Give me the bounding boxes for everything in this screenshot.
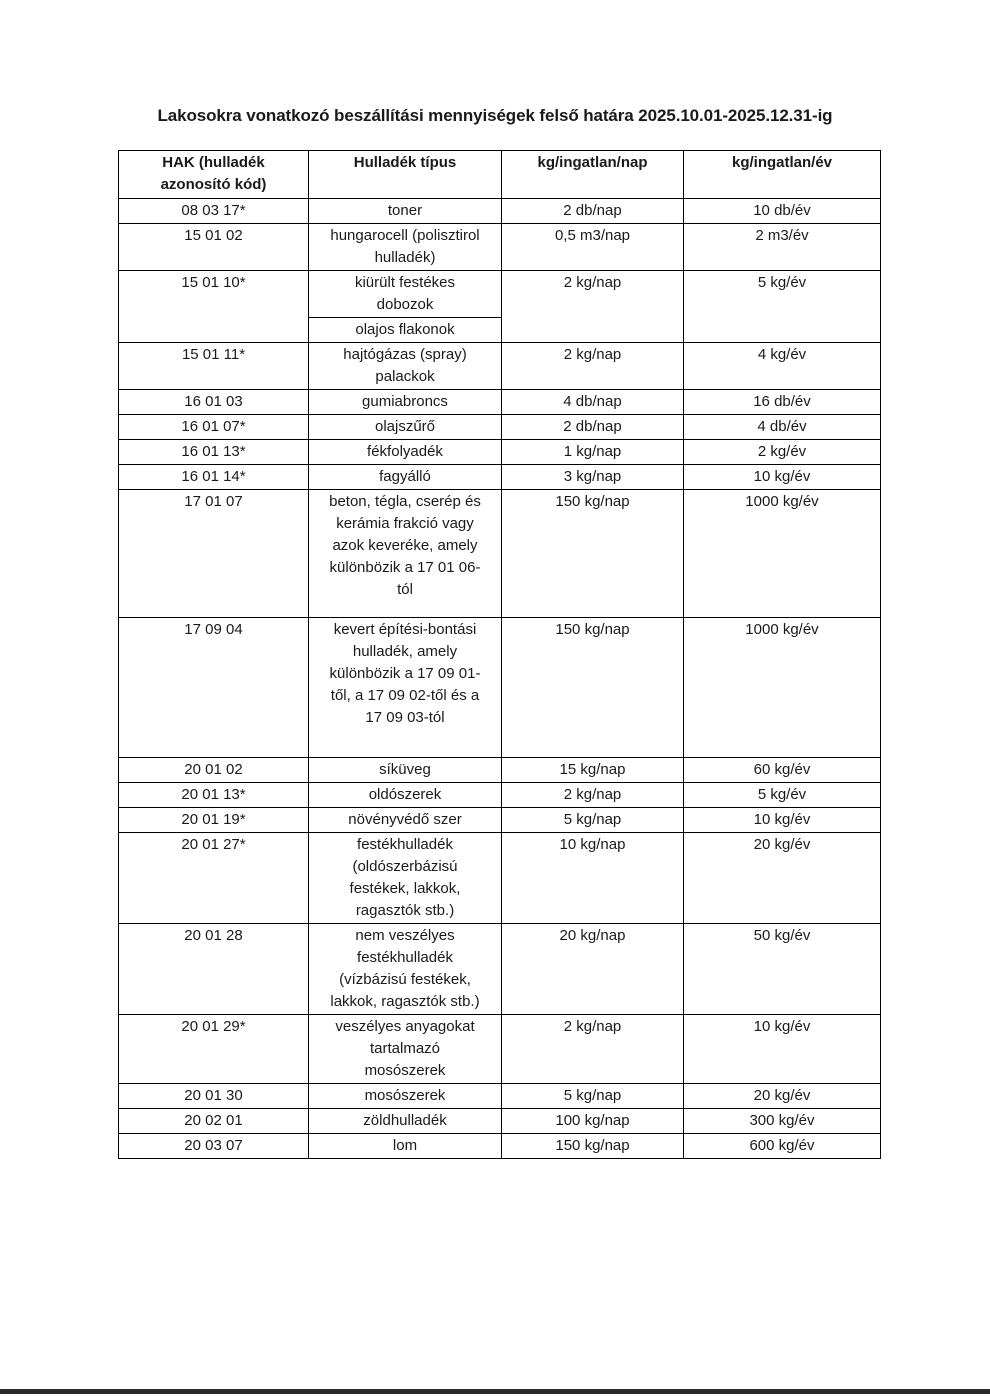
hak-code-cell: 20 01 13*	[119, 783, 309, 808]
per-day-cell: 0,5 m3/nap	[502, 224, 684, 271]
per-year-cell: 2 m3/év	[684, 224, 881, 271]
table-row	[119, 1015, 881, 1084]
table-row	[119, 833, 881, 924]
waste-type-cell: kevert építési-bontási hulladék, amely különbözik a 17 09 01-től, a 17 09 02-től és a 17 09 03-tól	[309, 618, 502, 758]
per-day-cell: 20 kg/nap	[502, 924, 684, 1015]
per-year-cell: 1000 kg/év	[684, 490, 881, 618]
waste-type-cell: festékhulladék (oldószerbázisú festékek, lakkok, ragasztók stb.)	[309, 833, 502, 924]
per-year-cell: 300 kg/év	[684, 1109, 881, 1134]
per-year-cell: 5 kg/év	[684, 271, 881, 343]
hak-code-cell: 16 01 13*	[119, 440, 309, 465]
per-year-cell: 10 kg/év	[684, 465, 881, 490]
per-day-cell: 150 kg/nap	[502, 618, 684, 758]
per-day-cell: 150 kg/nap	[502, 1134, 684, 1159]
per-year-cell: 20 kg/év	[684, 1084, 881, 1109]
table-row	[119, 465, 881, 490]
per-year-cell: 5 kg/év	[684, 783, 881, 808]
hak-code-cell: 20 01 19*	[119, 808, 309, 833]
waste-type-cell: mosószerek	[309, 1084, 502, 1109]
table-row	[119, 758, 881, 783]
hak-code-cell: 15 01 02	[119, 224, 309, 271]
waste-type-cell: veszélyes anyagokat tartalmazó mosószerek	[309, 1015, 502, 1084]
per-day-cell: 5 kg/nap	[502, 808, 684, 833]
per-day-cell: 2 kg/nap	[502, 1015, 684, 1084]
hak-code-cell: 08 03 17*	[119, 199, 309, 224]
per-year-cell: 1000 kg/év	[684, 618, 881, 758]
table-row	[119, 224, 881, 271]
per-day-cell: 10 kg/nap	[502, 833, 684, 924]
table-row	[119, 924, 881, 1015]
hak-code-cell: 20 01 27*	[119, 833, 309, 924]
table-row	[119, 343, 881, 390]
per-year-cell: 600 kg/év	[684, 1134, 881, 1159]
waste-type-cell: növényvédő szer	[309, 808, 502, 833]
per-day-cell: 150 kg/nap	[502, 490, 684, 618]
table-row	[119, 1134, 881, 1159]
per-year-cell: 20 kg/év	[684, 833, 881, 924]
per-day-cell: 2 db/nap	[502, 415, 684, 440]
per-year-cell: 10 db/év	[684, 199, 881, 224]
table-row	[119, 1109, 881, 1134]
waste-type-cell: gumiabroncs	[309, 390, 502, 415]
per-day-cell: 2 kg/nap	[502, 343, 684, 390]
waste-type-cell: lom	[309, 1134, 502, 1159]
table-row	[119, 1084, 881, 1109]
table-row	[119, 808, 881, 833]
table-row	[119, 618, 881, 758]
waste-type-cell: nem veszélyes festékhulladék (vízbázisú festékek, lakkok, ragasztók stb.)	[309, 924, 502, 1015]
hak-code-cell: 20 01 30	[119, 1084, 309, 1109]
per-day-cell: 15 kg/nap	[502, 758, 684, 783]
per-year-cell: 10 kg/év	[684, 808, 881, 833]
waste-type-cell: beton, tégla, cserép és kerámia frakció vagy azok keveréke, amely különbözik a 17 01 06-tól	[309, 490, 502, 618]
per-day-cell: 4 db/nap	[502, 390, 684, 415]
hak-code-cell: 20 01 29*	[119, 1015, 309, 1084]
table-row	[119, 783, 881, 808]
per-year-cell: 16 db/év	[684, 390, 881, 415]
hak-code-cell: 20 03 07	[119, 1134, 309, 1159]
per-year-cell: 2 kg/év	[684, 440, 881, 465]
per-day-cell: 100 kg/nap	[502, 1109, 684, 1134]
table-row	[119, 440, 881, 465]
hak-code-cell: 20 02 01	[119, 1109, 309, 1134]
hak-code-cell: 20 01 02	[119, 758, 309, 783]
per-year-cell: 50 kg/év	[684, 924, 881, 1015]
per-year-cell: 4 db/év	[684, 415, 881, 440]
waste-type-cell: síküveg	[309, 758, 502, 783]
per-day-cell: 1 kg/nap	[502, 440, 684, 465]
hak-code-cell: 20 01 28	[119, 924, 309, 1015]
per-day-cell: 2 kg/nap	[502, 271, 684, 343]
page-bottom-edge	[0, 1389, 990, 1394]
per-day-cell: 3 kg/nap	[502, 465, 684, 490]
waste-type-cell: oldószerek	[309, 783, 502, 808]
waste-type-cell: hajtógázas (spray) palackok	[309, 343, 502, 390]
hak-code-cell: 15 01 11*	[119, 343, 309, 390]
table-row	[119, 390, 881, 415]
hak-code-cell: 17 09 04	[119, 618, 309, 758]
table-row	[119, 199, 881, 224]
table-row	[119, 490, 881, 618]
table-row	[119, 415, 881, 440]
col-header-hak-code: HAK (hulladék azonosító kód)	[119, 151, 309, 199]
hak-code-cell: 16 01 07*	[119, 415, 309, 440]
waste-type-cell: olajos flakonok	[309, 318, 502, 343]
header-row	[119, 151, 881, 199]
col-header-per-year: kg/ingatlan/év	[684, 151, 881, 199]
col-header-waste-type: Hulladék típus	[309, 151, 502, 199]
waste-type-cell: hungarocell (polisztirol hulladék)	[309, 224, 502, 271]
table-row	[119, 271, 881, 318]
document-title: Lakosokra vonatkozó beszállítási mennyiségek felső határa 2025.10.01-2025.12.31-ig	[157, 106, 833, 125]
per-day-cell: 2 kg/nap	[502, 783, 684, 808]
per-year-cell: 60 kg/év	[684, 758, 881, 783]
hak-code-cell: 16 01 14*	[119, 465, 309, 490]
hak-code-cell: 16 01 03	[119, 390, 309, 415]
per-day-cell: 5 kg/nap	[502, 1084, 684, 1109]
waste-type-cell: fagyálló	[309, 465, 502, 490]
waste-limits-table	[118, 150, 881, 1159]
waste-type-cell: zöldhulladék	[309, 1109, 502, 1134]
per-day-cell: 2 db/nap	[502, 199, 684, 224]
per-year-cell: 4 kg/év	[684, 343, 881, 390]
waste-type-cell: toner	[309, 199, 502, 224]
col-header-per-day: kg/ingatlan/nap	[502, 151, 684, 199]
hak-code-cell: 15 01 10*	[119, 271, 309, 343]
waste-type-cell: olajszűrő	[309, 415, 502, 440]
waste-type-cell: fékfolyadék	[309, 440, 502, 465]
per-year-cell: 10 kg/év	[684, 1015, 881, 1084]
waste-type-cell: kiürült festékes dobozok	[309, 271, 502, 318]
hak-code-cell: 17 01 07	[119, 490, 309, 618]
